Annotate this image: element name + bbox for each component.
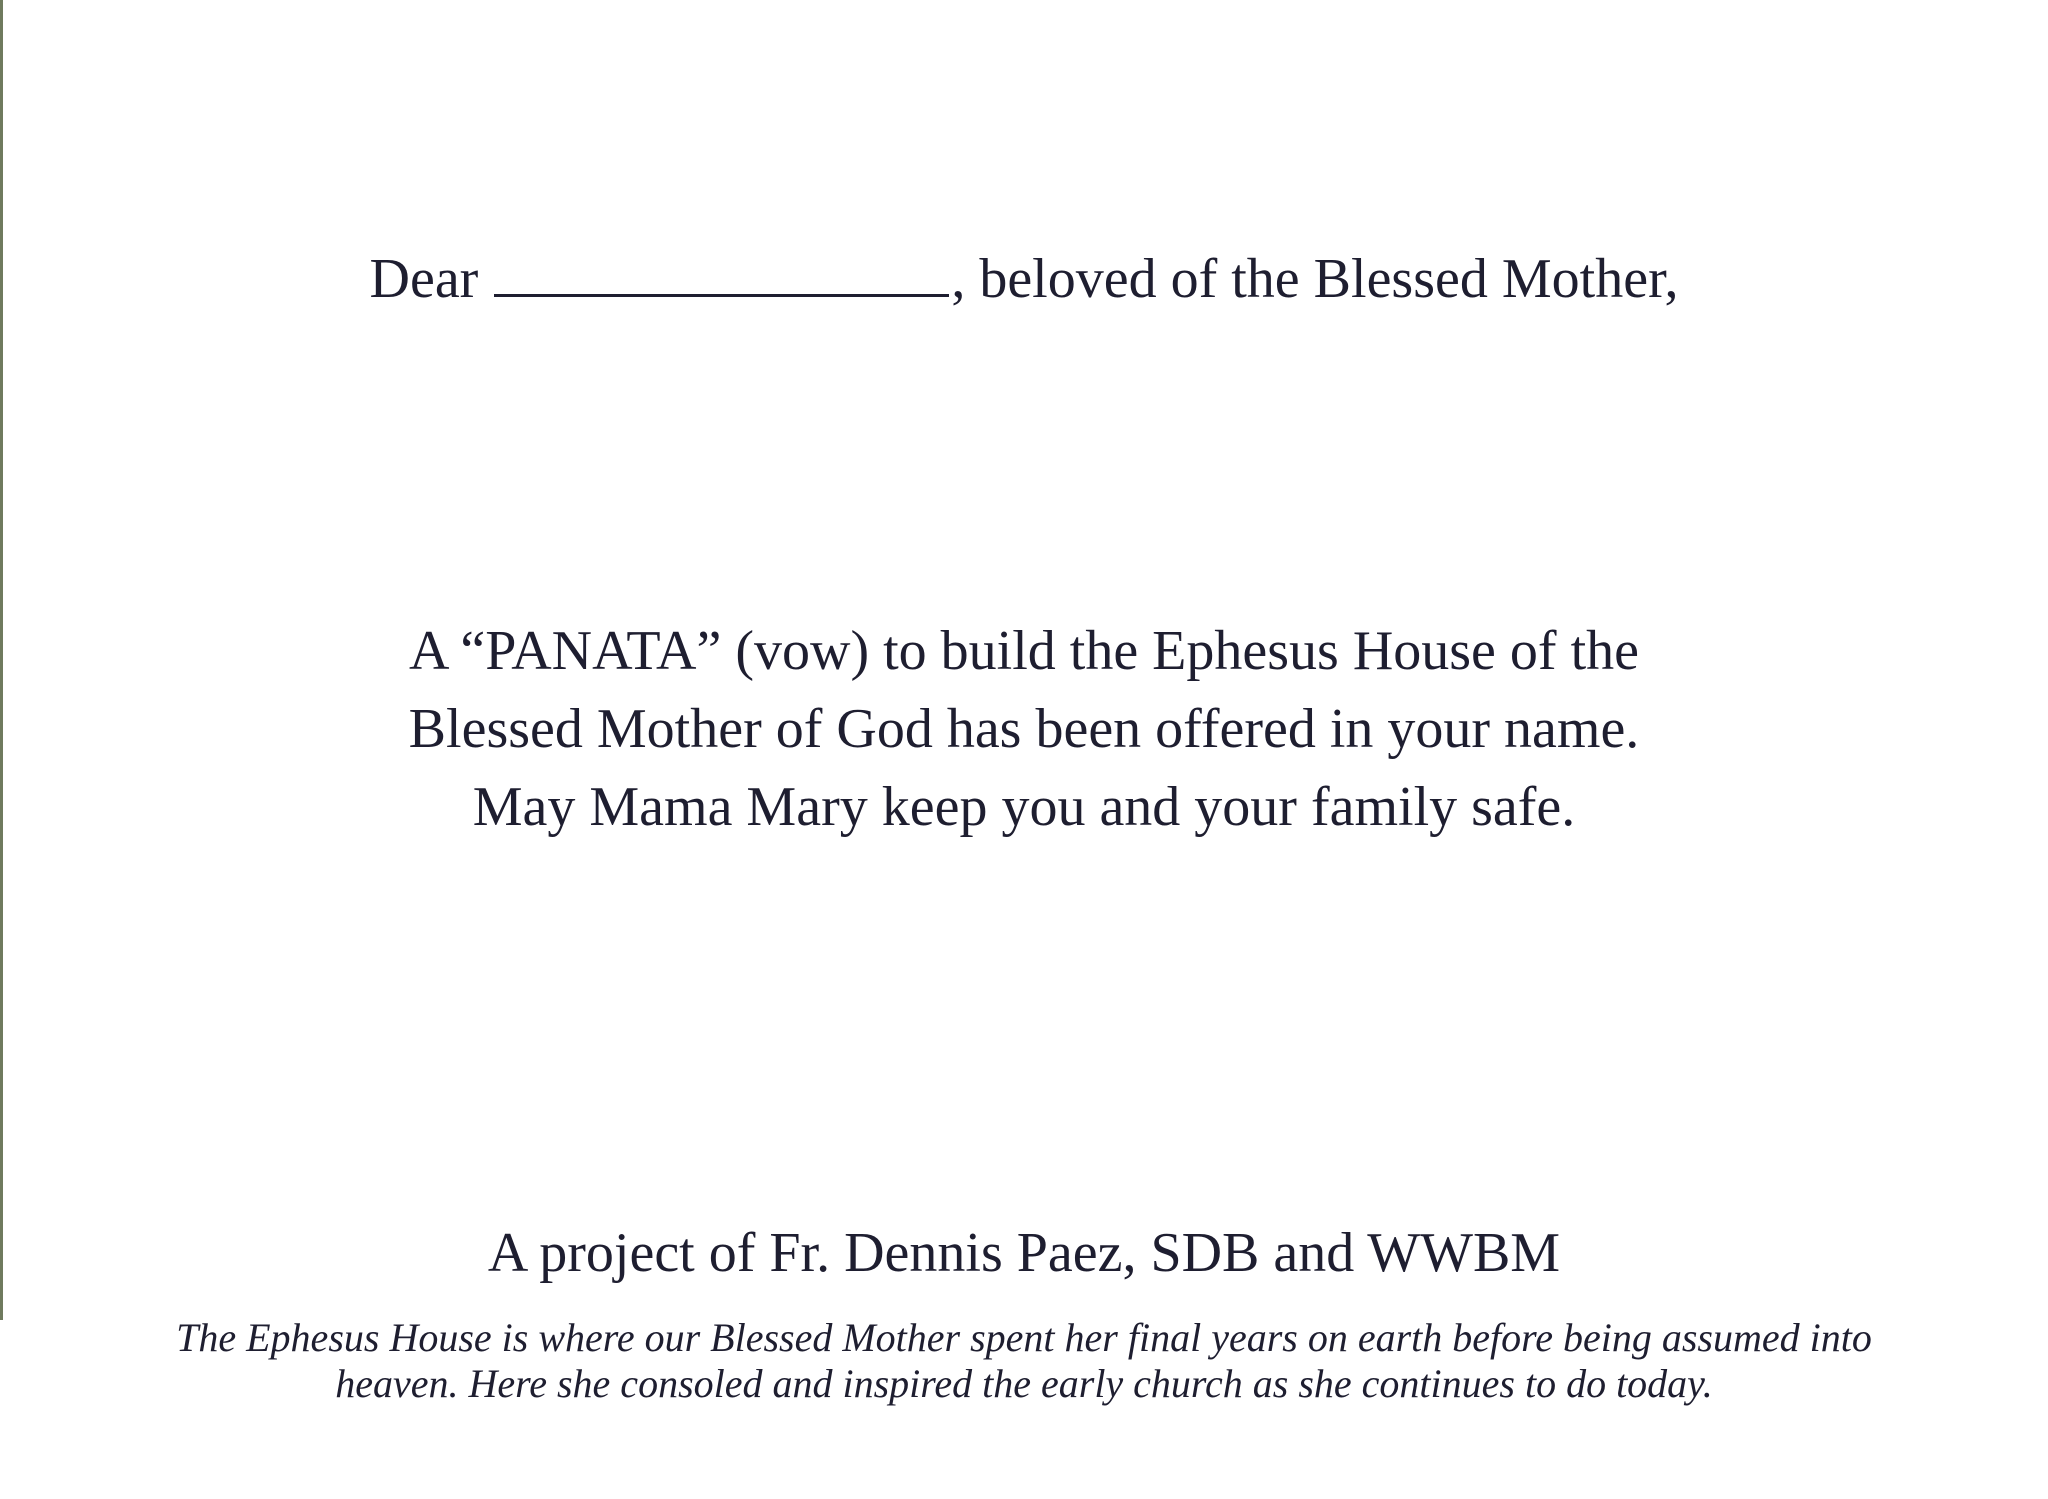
greeting-prefix: Dear — [369, 248, 479, 310]
message-line: Blessed Mother of God has been offered in your name. — [408, 698, 1640, 760]
panata-message — [0, 612, 2048, 846]
footnote-line: The Ephesus House is where our Blessed Mother spent her final years on earth before being assumed into — [176, 1315, 1872, 1360]
ephesus-footnote — [0, 1315, 2048, 1407]
project-credit: A project of Fr. Dennis Paez, SDB and WWBM — [487, 1222, 1561, 1284]
message-line: A “PANATA” (vow) to build the Ephesus House of the — [409, 620, 1639, 682]
greeting-line — [0, 238, 2048, 314]
greeting-suffix: , beloved of the Blessed Mother, — [951, 248, 1679, 310]
recipient-name-blank — [494, 238, 949, 297]
message-line: May Mama Mary keep you and your family safe. — [472, 776, 1576, 838]
footnote-line: heaven. Here she consoled and inspired the early church as she continues to do today. — [335, 1361, 1713, 1406]
